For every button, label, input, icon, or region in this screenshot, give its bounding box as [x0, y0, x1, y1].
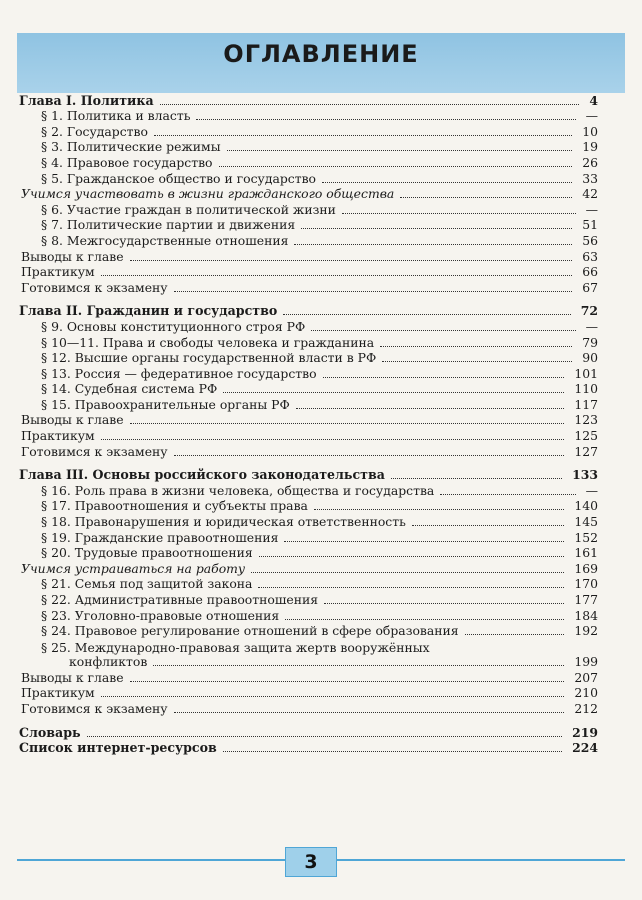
toc-entry-section[interactable] — [19, 232, 598, 248]
dot-leader — [160, 104, 579, 105]
toc-entry-section[interactable] — [19, 154, 598, 170]
toc-entry-subsection[interactable] — [19, 560, 598, 576]
section-gap — [19, 295, 598, 303]
toc-entry-page: — — [585, 482, 598, 498]
dot-leader — [400, 197, 572, 198]
toc-entry-title: § 16. Роль права в жизни человека, общества и государства — [41, 482, 435, 498]
toc-entry-page: 127 — [574, 443, 598, 459]
toc-entry-title: § 3. Политические режимы — [41, 139, 221, 155]
toc-entry-page: 42 — [582, 186, 598, 202]
dot-leader — [284, 541, 564, 542]
toc-entry-page: 219 — [572, 724, 598, 740]
toc-entry-page: 117 — [574, 396, 598, 412]
toc-entry-title: § 14. Судебная система РФ — [41, 381, 218, 397]
dot-leader — [296, 408, 564, 409]
toc-entry-part[interactable] — [19, 412, 598, 428]
toc-entry-section[interactable] — [19, 381, 598, 397]
toc-entry-page: 145 — [574, 514, 598, 530]
toc-entry-title: Учимся устраиваться на работу — [21, 560, 246, 576]
toc-entry-page: 72 — [580, 303, 598, 319]
toc-entry-title: § 9. Основы конституционного строя РФ — [41, 318, 306, 334]
section-gap — [19, 716, 598, 724]
toc-entry-title: § 24. Правовое регулирование отношений в сфере образования — [41, 623, 459, 639]
toc-entry-section[interactable] — [19, 396, 598, 412]
toc-entry-title: Список интернет-ресурсов — [19, 740, 217, 756]
toc-entry-title: § 7. Политические партии и движения — [41, 217, 296, 233]
dot-leader — [342, 213, 576, 214]
toc-entry-page: 101 — [574, 365, 598, 381]
dot-leader — [324, 603, 564, 604]
toc-entry-page: 19 — [582, 139, 598, 155]
dot-leader — [283, 314, 571, 315]
toc-entry-part[interactable] — [19, 248, 598, 264]
toc-entry-page: — — [585, 201, 598, 217]
dot-leader — [391, 478, 562, 479]
toc-entry-title: Глава II. Гражданин и государство — [19, 303, 278, 319]
toc-entry-page: 90 — [582, 350, 598, 366]
toc-entry-title: § 18. Правонарушения и юридическая ответственность — [41, 514, 406, 530]
dot-leader — [101, 696, 564, 697]
dot-leader — [382, 361, 572, 362]
toc-entry-subsection[interactable] — [19, 186, 598, 202]
dot-leader — [174, 291, 572, 292]
toc-entry-section[interactable] — [19, 545, 598, 561]
section-gap — [19, 459, 598, 467]
toc-entry-section[interactable] — [19, 334, 598, 350]
toc-entry-chapter[interactable] — [19, 303, 598, 319]
toc-entry-page: 125 — [574, 428, 598, 444]
dot-leader — [130, 423, 564, 424]
toc-entry-page: — — [585, 108, 598, 124]
toc-entry-title: Словарь — [19, 724, 81, 740]
toc-entry-section[interactable] — [19, 638, 598, 669]
toc-entry-title: § 23. Уголовно-правовые отношения — [41, 607, 280, 623]
dot-leader — [219, 166, 572, 167]
toc-entry-title: § 4. Правовое государство — [41, 154, 213, 170]
toc-entry-section[interactable] — [19, 623, 598, 639]
toc-entry-title: Выводы к главе — [21, 669, 124, 685]
toc-entry-chapter[interactable] — [19, 92, 598, 108]
toc-entry-page: 10 — [582, 123, 598, 139]
toc-entry-page: 170 — [574, 576, 598, 592]
toc-entry-part[interactable] — [19, 669, 598, 685]
toc-entry-page: 67 — [582, 279, 598, 295]
toc-entry-title: § 6. Участие граждан в политической жизни — [41, 201, 336, 217]
dot-leader — [130, 260, 572, 261]
dot-leader — [259, 556, 564, 557]
toc-entry-page: 207 — [574, 669, 598, 685]
toc-entry-title: Учимся участвовать в жизни гражданского общества — [21, 186, 395, 202]
toc-entry-page: 26 — [582, 154, 598, 170]
toc-entry-section[interactable] — [19, 576, 598, 592]
toc-entry-chapter[interactable] — [19, 467, 598, 483]
page-number: 3 — [285, 847, 337, 877]
dot-leader — [314, 509, 564, 510]
dot-leader — [130, 681, 564, 682]
toc-entry-title: § 2. Государство — [41, 123, 148, 139]
toc-entry-section[interactable] — [19, 513, 598, 529]
toc-entry-title: § 8. Межгосударственные отношения — [41, 232, 289, 248]
toc-entry-title: Практикум — [21, 428, 95, 444]
toc-entry-title: § 12. Высшие органы государственной власти в РФ — [41, 350, 377, 366]
dot-leader — [223, 751, 562, 752]
toc-entry-title: § 5. Гражданское общество и государство — [41, 170, 317, 186]
toc-entry-section[interactable] — [19, 217, 598, 233]
toc-entry-title: § 10—11. Права и свободы человека и гражданина — [41, 334, 375, 350]
toc-entry-title: Глава III. Основы российского законодательства — [19, 467, 385, 483]
toc-entry-section[interactable] — [19, 170, 598, 186]
toc-entry-page: — — [585, 318, 598, 334]
dot-leader — [285, 619, 564, 620]
dot-leader — [412, 525, 564, 526]
toc-entry-page: 184 — [574, 607, 598, 623]
toc-entry-page: 123 — [574, 412, 598, 428]
toc-entry-page: 79 — [582, 334, 598, 350]
toc-entry-page: 56 — [582, 232, 598, 248]
toc-entry-page: 210 — [574, 685, 598, 701]
dot-leader — [294, 244, 572, 245]
toc-entry-title: Готовимся к экзамену — [21, 443, 168, 459]
toc-entry-section[interactable] — [19, 318, 598, 334]
dot-leader — [311, 330, 576, 331]
toc-entry-page: 63 — [582, 248, 598, 264]
toc-entry-title: Выводы к главе — [21, 248, 124, 264]
toc-entry-part[interactable] — [19, 264, 598, 280]
toc-entry-title: Готовимся к экзамену — [21, 700, 168, 716]
dot-leader — [223, 392, 564, 393]
toc-entry-page: 110 — [574, 381, 598, 397]
toc-entry-section[interactable] — [19, 201, 598, 217]
toc-entry-page: 140 — [574, 498, 598, 514]
toc-entry-page: 192 — [574, 623, 598, 639]
toc-entry-part[interactable] — [19, 427, 598, 443]
toc-entry-title: Выводы к главе — [21, 412, 124, 428]
dot-leader — [174, 712, 564, 713]
toc-entry-section[interactable] — [19, 108, 598, 124]
toc-entry-section[interactable] — [19, 482, 598, 498]
toc-entry-section[interactable] — [19, 365, 598, 381]
toc-entry-section[interactable] — [19, 607, 598, 623]
dot-leader — [301, 228, 572, 229]
toc-entry-section[interactable] — [19, 498, 598, 514]
toc-entry-chapter[interactable] — [19, 724, 598, 740]
dot-leader — [87, 736, 562, 737]
toc-entry-page: 152 — [574, 529, 598, 545]
dot-leader — [196, 119, 576, 120]
toc-entry-title-line1: § 25. Международно-правовая защита жертв вооружённых — [41, 640, 430, 656]
toc-entry-part[interactable] — [19, 685, 598, 701]
toc-entry-page: 212 — [574, 700, 598, 716]
table-of-contents — [19, 92, 598, 755]
toc-entry-section[interactable] — [19, 123, 598, 139]
dot-leader — [174, 455, 564, 456]
dot-leader — [251, 572, 564, 573]
toc-entry-title: § 1. Политика и власть — [41, 108, 191, 124]
dot-leader — [258, 587, 564, 588]
page-title: ОГЛАВЛЕНИЕ — [223, 40, 419, 68]
toc-entry-section[interactable] — [19, 529, 598, 545]
toc-entry-title: § 15. Правоохранительные органы РФ — [41, 396, 290, 412]
toc-entry-title: Практикум — [21, 685, 95, 701]
toc-entry-title: Готовимся к экзамену — [21, 279, 168, 295]
toc-entry-page: 66 — [582, 264, 598, 280]
toc-entry-title: § 22. Административные правоотношения — [41, 592, 319, 607]
toc-entry-title: Глава I. Политика — [19, 92, 154, 108]
toc-entry-part[interactable] — [19, 700, 598, 716]
dot-leader — [380, 346, 572, 347]
dot-leader — [153, 665, 564, 666]
dot-leader — [322, 182, 572, 183]
dot-leader — [101, 439, 564, 440]
toc-entry-page: 169 — [574, 560, 598, 576]
dot-leader — [465, 634, 564, 635]
toc-entry-part[interactable] — [19, 443, 598, 459]
toc-entry-page: 199 — [574, 654, 598, 670]
dot-leader — [440, 494, 576, 495]
toc-entry-title: § 19. Гражданские правоотношения — [41, 529, 279, 545]
toc-entry-section[interactable] — [19, 591, 598, 607]
toc-entry-title-line2: конфликтов — [69, 654, 148, 670]
toc-entry-title: § 20. Трудовые правоотношения — [41, 545, 253, 561]
toc-entry-title: Практикум — [21, 264, 95, 280]
toc-entry-chapter[interactable] — [19, 740, 598, 756]
toc-entry-section[interactable] — [19, 350, 598, 366]
dot-leader — [154, 135, 572, 136]
toc-entry-page: 161 — [574, 545, 598, 561]
toc-entry-title: § 13. Россия — федеративное государство — [41, 365, 317, 381]
toc-entry-page: 4 — [589, 92, 598, 108]
toc-entry-part[interactable] — [19, 279, 598, 295]
toc-entry-page: 177 — [574, 592, 598, 607]
toc-entry-title: § 17. Правоотношения и субъекты права — [41, 498, 308, 514]
dot-leader — [227, 150, 572, 151]
toc-entry-section[interactable] — [19, 139, 598, 155]
toc-entry-page: 224 — [572, 740, 598, 756]
dot-leader — [101, 275, 572, 276]
toc-entry-page: 133 — [572, 467, 598, 483]
toc-entry-page: 51 — [582, 217, 598, 233]
toc-entry-page: 33 — [582, 170, 598, 186]
toc-entry-title: § 21. Семья под защитой закона — [41, 576, 253, 592]
dot-leader — [323, 377, 564, 378]
